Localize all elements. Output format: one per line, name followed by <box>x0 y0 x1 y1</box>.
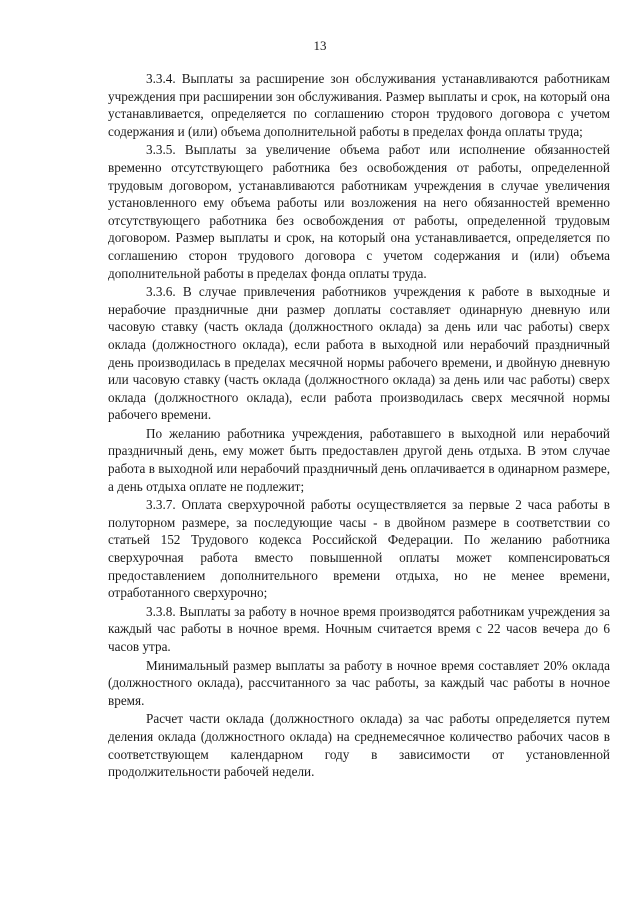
paragraph-hourly-calculation: Расчет части оклада (должностного оклада) за час работы определяется путем деления оклада (должностного оклада) на среднемесячное количество рабочих часов в соответствующем календарном году в зависимости от установленной продолжительности рабочей недели. <box>108 711 610 780</box>
paragraph-night-minimum: Минимальный размер выплаты за работу в ночное время составляет 20% оклада (должностного оклада), рассчитанного за час работы, за каждый час работы в ночное время. <box>108 657 610 708</box>
page-number: 13 <box>313 38 327 53</box>
paragraph-day-off: По желанию работника учреждения, работавшего в выходной или нерабочий праздничный день, ему может быть предоставлен другой день отдыха. В этом случае работа в выходной или нерабочий праздничный день оплачивается в одинарном размере, а день отдыха оплате не подлежит; <box>108 425 610 494</box>
paragraph-3-3-7: 3.3.7. Оплата сверхурочной работы осуществляется за первые 2 часа работы в полуторном размере, за последующие часы - в двойном размере в соответствии со статьей 152 Трудового кодекса Российской Федерации. По желанию работника сверхурочная работа вместо повышенной оплаты может компенсироваться предоставлением дополнительного времени отдыха, но не менее времени, отработанного сверхурочно; <box>108 497 610 601</box>
paragraph-3-3-8: 3.3.8. Выплаты за работу в ночное время производятся работникам учреждения за каждый час работы в ночное время. Ночным считается время с 22 часов вечера до 6 часов утра. <box>108 603 610 654</box>
document-body <box>108 70 610 782</box>
paragraph-3-3-5: 3.3.5. Выплаты за увеличение объема работ или исполнение обязанностей временно отсутствующего работника без освобождения от работы, определенной трудовым договором, устанавливаются работникам учреждения в случае увеличения установленного ему объема работы или возложения на него обязанностей временно отсутствующего работника без освобождения от работы, определенной трудовым договором. Размер выплаты и срок, на который она устанавливается, определяется по соглашению сторон трудового договора с учетом содержания и (или) объема дополнительной работы в пределах фонда оплаты труда. <box>108 142 610 281</box>
paragraph-3-3-4: 3.3.4. Выплаты за расширение зон обслуживания устанавливаются работникам учреждения при расширении зон обслуживания. Размер выплаты и срок, на который она устанавливается, определяется по соглашению сторон трудового договора с учетом содержания и (или) объема дополнительной работы в пределах фонда оплаты труда; <box>108 71 610 139</box>
paragraph-3-3-6: 3.3.6. В случае привлечения работников учреждения к работе в выходные и нерабочие праздничные дни размер доплаты составляет одинарную дневную или часовую ставку (часть оклада (должностного оклада) за день или час работы) сверх оклада (должностного оклада), если работа в выходной или нерабочий праздничный день производилась в пределах месячной нормы рабочего времени, и двойную дневную или часовую ставку (часть оклада (должностного оклада) за день или час работы) сверх оклада (должностного оклада), если работа производилась сверх месячной нормы рабочего времени. <box>108 284 610 423</box>
